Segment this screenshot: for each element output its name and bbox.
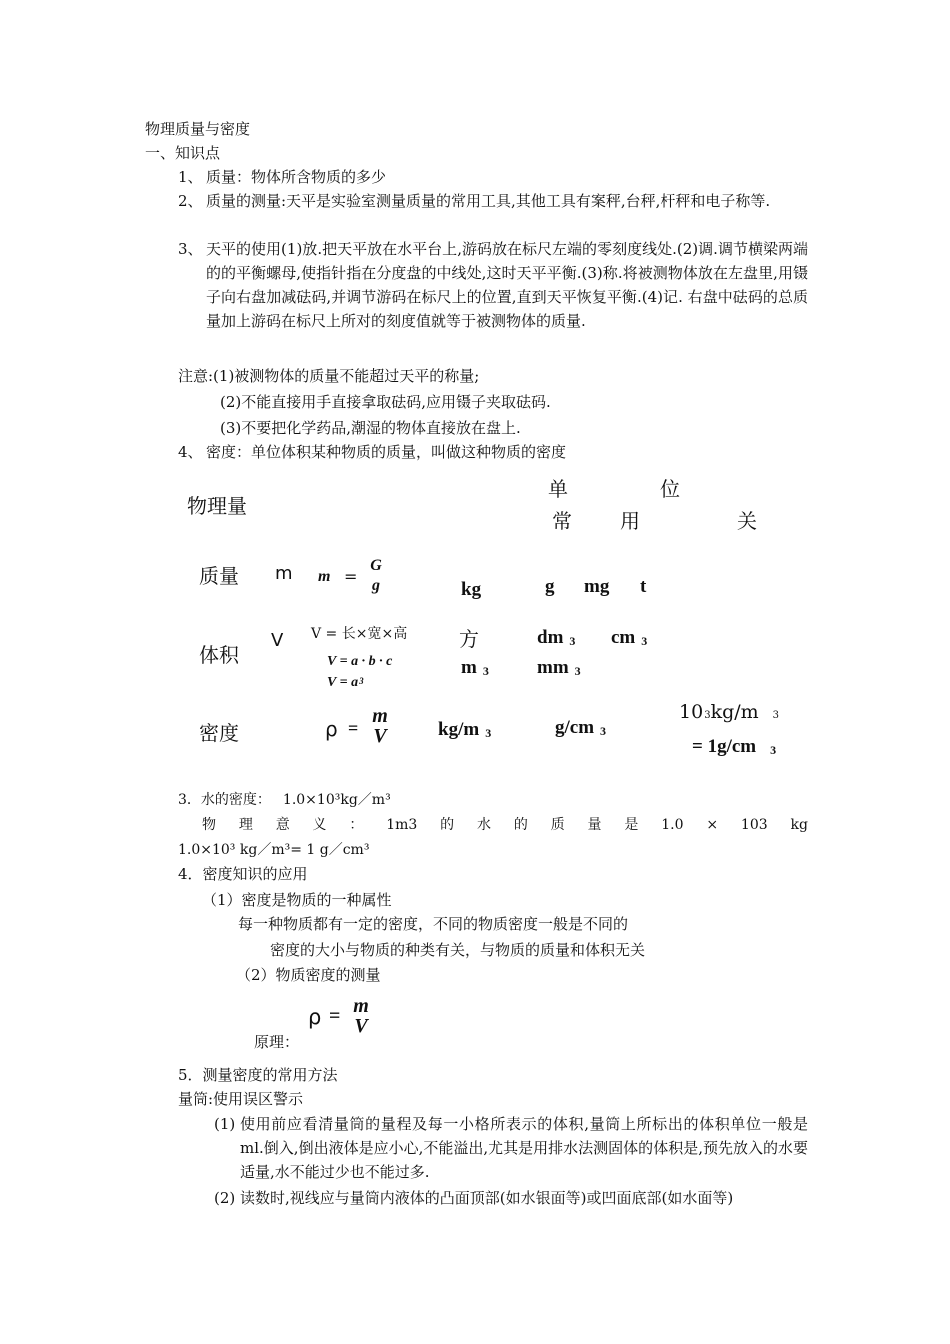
unit-g: g <box>545 576 555 597</box>
formula-equals: = <box>348 718 359 738</box>
unit-mg: mg <box>584 576 610 597</box>
item-text: 天平的使用(1)放.把天平放在水平台上,游码放在标尺左端的零刻度线处.(2)调.调节横梁两端的的平衡螺母,使指针指在分度盘的中线处,这时天平平衡.(3)称.将被测物体放在左盘里,用镊子向右盘加减砝码,并调节游码在标尺上的位置,直到天平恢复平衡.(4)记. 右盘中砝码的总质量加上游码在标尺上所对的刻度值就等于被测物体的质量. <box>206 240 808 330</box>
meaning-word: 是 <box>624 817 639 833</box>
meaning-word: 量 <box>587 817 602 833</box>
fraction-denominator: V <box>373 725 387 747</box>
meaning-word: 1.0 <box>661 817 684 833</box>
meaning-word: 质 <box>550 817 565 833</box>
item-number: 2、 <box>178 192 203 210</box>
principle-fraction <box>348 996 374 1036</box>
table-header-common: 关 <box>737 509 757 533</box>
fraction-numerator: G <box>370 557 382 574</box>
meaning-word: 的 <box>440 817 455 833</box>
meaning-word: ： <box>349 817 364 833</box>
density-fraction <box>369 706 391 746</box>
physical-meaning-line-2: 1.0×10³ kg／m³= 1 g／cm³ <box>178 842 370 858</box>
meaning-word: 义 <box>312 817 327 833</box>
point-number: (1) <box>214 1115 236 1133</box>
item-text: 质量：物体所含物质的多少 <box>206 168 387 186</box>
fraction-denominator: V <box>354 1015 368 1037</box>
volume-formula-1: V = 长×宽×高 <box>311 626 408 642</box>
row-name-volume: 体积 <box>199 643 239 667</box>
table-header-quantity: 物理量 <box>187 494 247 518</box>
row-name-density: 密度 <box>199 721 239 745</box>
item-text: 质量的测量:天平是实验室测量质量的常用工具,其他工具有案秤,台秤,杆秤和电子称等. <box>206 192 771 210</box>
volume-formula-3: V = a3 <box>327 675 364 690</box>
si-unit-density: kg/m 3 <box>438 719 492 740</box>
fraction-denominator: g <box>372 577 380 594</box>
point-text: 读数时,视线应与量筒内液体的凸面顶部(如水银面等)或凹面底部(如水面等) <box>240 1189 734 1207</box>
principle-label: 原理： <box>254 1033 300 1051</box>
unit-dm3: dm 3 <box>537 627 576 648</box>
meaning-word: 意 <box>275 817 290 833</box>
note-line: (3)不要把化学药品,潮湿的物体直接放在盘上. <box>220 419 521 437</box>
methods-heading: 5．测量密度的常用方法 <box>178 1066 338 1084</box>
fraction-numerator: m <box>353 995 369 1017</box>
meaning-word: 103 <box>740 817 768 833</box>
meaning-word: kg <box>790 817 808 833</box>
mass-fraction <box>366 556 386 596</box>
si-unit-volume: m 3 <box>461 657 489 678</box>
si-unit-mass: kg <box>461 579 482 600</box>
meaning-word: 水 <box>477 817 491 833</box>
section-heading: 一、知识点 <box>145 144 221 162</box>
formula-lhs: m <box>318 568 331 585</box>
note-line: (2)不能直接用手直接拿取砝码,应用镊子夹取砝码. <box>220 393 551 411</box>
application-text: 密度的大小与物质的种类有关，与物质的质量和体积无关 <box>270 941 646 959</box>
physical-meaning-line <box>202 813 808 837</box>
page-title: 物理质量与密度 <box>145 120 251 138</box>
cylinder-heading: 量筒:使用误区警示 <box>178 1090 304 1108</box>
table-header-common: 常 <box>552 509 572 533</box>
unit-cm3: cm 3 <box>611 627 648 648</box>
unit-mm3: mm 3 <box>537 657 581 678</box>
fraction-numerator: m <box>372 705 388 727</box>
unit-t: t <box>640 576 647 597</box>
application-sub1: （1）密度是物质的一种属性 <box>202 891 392 909</box>
density-rho: ρ <box>325 717 338 741</box>
item-text: 密度：单位体积某种物质的质量，叫做这种物质的密度 <box>206 443 567 461</box>
table-header-common: 用 <box>620 509 640 533</box>
item-number: 3、 <box>178 240 203 258</box>
meaning-word: 物 <box>202 817 216 833</box>
row-name-mass: 质量 <box>199 564 239 588</box>
meaning-word: 1m3 <box>386 817 418 833</box>
item-number: 4、 <box>178 443 203 461</box>
table-header-unit: 位 <box>660 477 680 501</box>
meaning-word: 的 <box>513 817 528 833</box>
formula-equals: = <box>344 567 358 586</box>
si-unit-volume-label: 方 <box>459 627 479 651</box>
meaning-word: 理 <box>238 817 253 833</box>
principle-equals: = <box>329 1005 341 1027</box>
note-line: 注意:(1)被测物体的质量不能超过天平的称量; <box>178 367 480 385</box>
item-number: 1、 <box>178 168 203 186</box>
row-symbol-mass: m <box>275 563 293 584</box>
point-text: 使用前应看清量筒的量程及每一小格所表示的体积,量筒上所标出的体积单位一般是 ml.倒入,倒出液体是应小心,不能溢出,尤其是用排水法测固体的体积是,预先放入的水要适量,水不能过少也不能过多. <box>240 1115 808 1181</box>
meaning-word: × <box>706 817 719 833</box>
density-relation-2: = 1g/cm 3 <box>692 736 777 757</box>
application-heading: 4．密度知识的应用 <box>178 865 308 883</box>
water-density-line <box>178 788 391 812</box>
unit-g-cm3: g/cm 3 <box>555 717 607 738</box>
water-density-value: 1.0×10³kg／m³ <box>282 792 391 808</box>
application-text: 每一种物质都有一定的密度，不同的物质密度一般是不同的 <box>238 915 629 933</box>
principle-rho: ρ <box>308 1005 322 1029</box>
row-symbol-volume: V <box>271 630 284 651</box>
point-number: (2) <box>214 1189 236 1207</box>
water-density-label: 3．水的密度： <box>178 792 271 808</box>
table-header-unit: 单 <box>548 477 568 501</box>
application-sub2: （2）物质密度的测量 <box>236 966 381 984</box>
density-relation-1: 103kg/m 3 <box>679 701 780 723</box>
volume-formula-2: V = a · b · c <box>327 654 393 669</box>
